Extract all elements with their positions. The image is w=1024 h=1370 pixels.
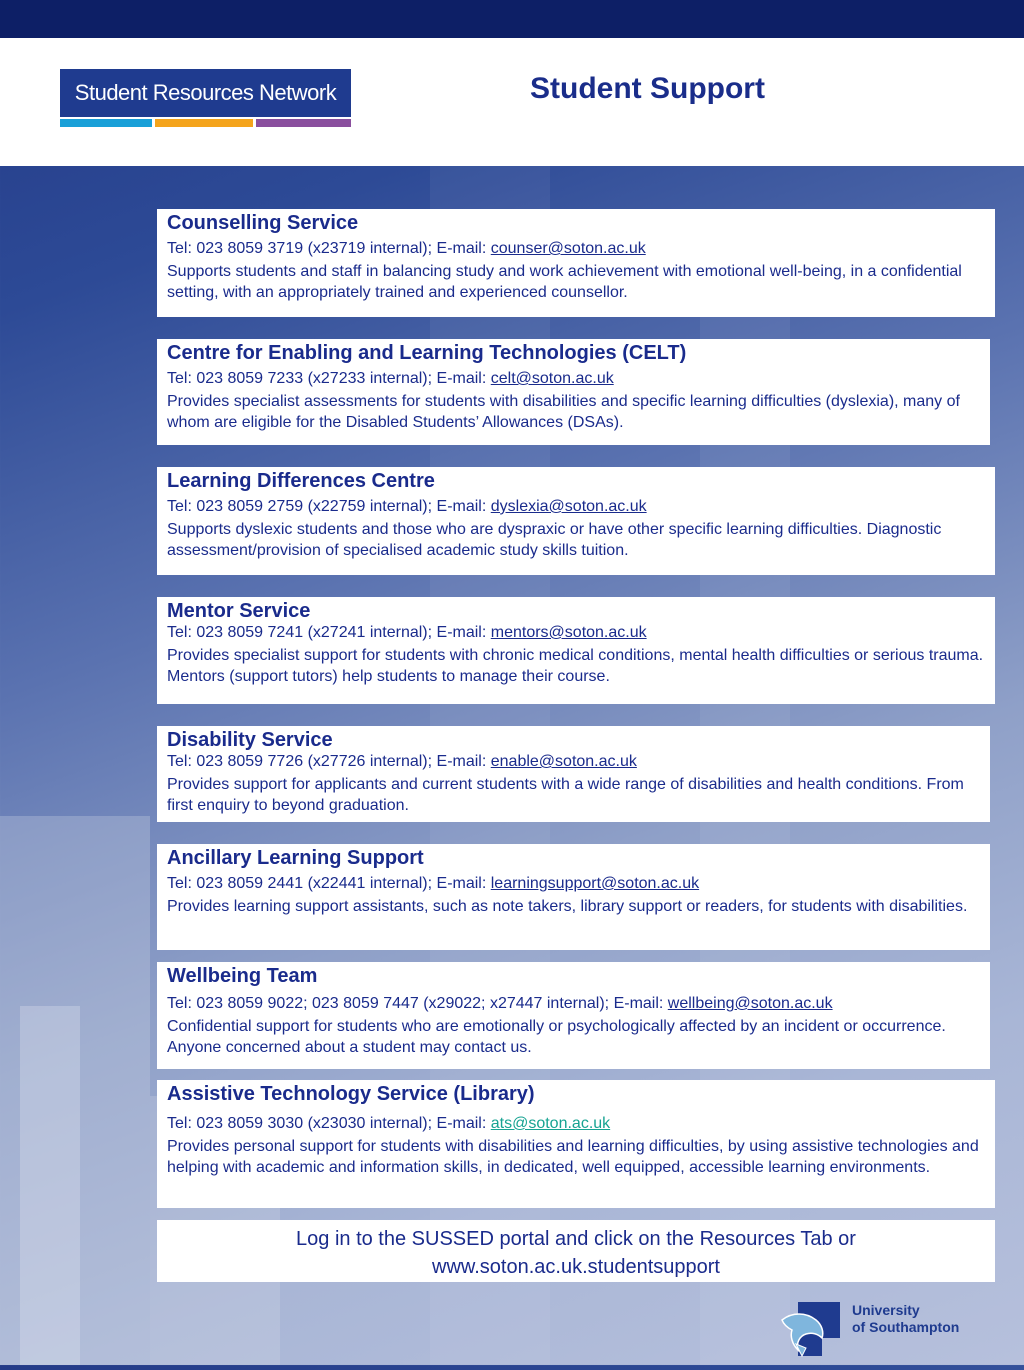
service-tel: Tel: 023 8059 9022; 023 8059 7447 (x29022; x27447 internal); E-mail:	[167, 995, 668, 1012]
service-email-link[interactable]: learningsupport@soton.ac.uk	[490, 875, 700, 892]
service-name: Ancillary Learning Support	[167, 847, 424, 869]
service-name: Mentor Service	[167, 600, 311, 622]
service-card-counselling	[157, 209, 995, 317]
service-description: Provides specialist support for students with chronic medical conditions, mental health difficulties or serious trauma. Mentors (support tutors) help students to manage their course.	[167, 647, 984, 685]
student-resources-network-logo	[60, 69, 351, 127]
page-header	[0, 38, 1024, 166]
service-contact	[167, 1114, 985, 1134]
service-description: Confidential support for students who are emotionally or psychologically affected by an incident or occurrence. Anyone concerned about a student may contact us.	[167, 1018, 946, 1056]
service-email-link[interactable]: ats@soton.ac.uk	[490, 1115, 611, 1132]
service-card-mentor	[157, 597, 995, 704]
service-name: Wellbeing Team	[167, 965, 318, 987]
service-email-link[interactable]: enable@soton.ac.uk	[490, 753, 637, 770]
service-email-link[interactable]: mentors@soton.ac.uk	[490, 624, 647, 641]
service-tel: Tel: 023 8059 2759 (x22759 internal); E-mail:	[167, 498, 491, 515]
logo-stripes	[60, 119, 351, 127]
service-card-wellbeing	[157, 962, 990, 1069]
service-contact	[167, 369, 980, 389]
logo-stripe-purple	[256, 119, 351, 127]
service-name: Assistive Technology Service (Library)	[167, 1083, 535, 1105]
service-contact	[167, 752, 980, 772]
service-name: Counselling Service	[167, 212, 359, 234]
service-email-link[interactable]: wellbeing@soton.ac.uk	[667, 995, 833, 1012]
service-card-assistive-technology	[157, 1080, 995, 1208]
service-card-disability	[157, 726, 990, 822]
service-contact	[167, 874, 980, 894]
logo-stripe-blue	[60, 119, 152, 127]
service-description: Supports students and staff in balancing study and work achievement with emotional well-being, in a confidential setting, with an appropriately trained and experienced counsellor.	[167, 263, 962, 301]
service-contact	[167, 994, 980, 1014]
service-email-link[interactable]: dyslexia@soton.ac.uk	[490, 498, 647, 515]
service-email-link[interactable]: counser@soton.ac.uk	[490, 240, 646, 257]
service-card-learning-differences	[157, 467, 995, 575]
service-tel: Tel: 023 8059 3030 (x23030 internal); E-mail:	[167, 1115, 491, 1132]
service-name: Centre for Enabling and Learning Technologies (CELT)	[167, 342, 687, 364]
service-email-link[interactable]: celt@soton.ac.uk	[490, 370, 614, 387]
service-contact	[167, 623, 985, 643]
service-card-ancillary-learning	[157, 844, 990, 950]
service-description: Provides support for applicants and current students with a wide range of disabilities and health conditions. From first enquiry to beyond graduation.	[167, 776, 964, 814]
service-name: Disability Service	[167, 729, 333, 751]
service-tel: Tel: 023 8059 7726 (x27726 internal); E-mail:	[167, 753, 491, 770]
service-tel: Tel: 023 8059 7241 (x27241 internal); E-mail:	[167, 624, 491, 641]
service-description: Provides personal support for students with disabilities and learning difficulties, by using assistive technologies and helping with academic and information skills, in dedicated, well equipped, accessible learning environments.	[167, 1138, 979, 1176]
portal-instructions	[157, 1220, 995, 1282]
service-description: Provides specialist assessments for students with disabilities and specific learning difficulties (dyslexia), many of whom are eligible for the Disabled Students’ Allowances (DSAs).	[167, 393, 960, 431]
service-name: Learning Differences Centre	[167, 470, 435, 492]
portal-instructions-line1: Log in to the SUSSED portal and click on the Resources Tab or	[296, 1228, 856, 1250]
logo-stripe-orange	[155, 119, 253, 127]
service-tel: Tel: 023 8059 7233 (x27233 internal); E-mail:	[167, 370, 491, 387]
service-description: Supports dyslexic students and those who are dyspraxic or have other specific learning difficulties. Diagnostic assessment/provision of specialised academic study skills tuition.	[167, 521, 942, 559]
page-title: Student Support	[530, 72, 765, 105]
university-of-southampton-logo	[778, 1298, 988, 1360]
service-tel: Tel: 023 8059 3719 (x23719 internal); E-mail:	[167, 240, 491, 257]
top-banner	[0, 0, 1024, 38]
service-contact	[167, 497, 985, 517]
dolphin-crest-icon	[778, 1298, 848, 1360]
university-name-line1: University	[852, 1302, 920, 1318]
university-name	[852, 1302, 959, 1336]
service-contact	[167, 239, 985, 259]
service-card-celt	[157, 339, 990, 445]
logo-text: Student Resources Network	[60, 69, 351, 117]
portal-instructions-url[interactable]: www.soton.ac.uk.studentsupport	[432, 1256, 720, 1278]
service-description: Provides learning support assistants, such as note takers, library support or readers, for students with disabilities.	[167, 898, 968, 915]
university-name-line2: of Southampton	[852, 1319, 960, 1335]
service-tel: Tel: 023 8059 2441 (x22441 internal); E-mail:	[167, 875, 491, 892]
